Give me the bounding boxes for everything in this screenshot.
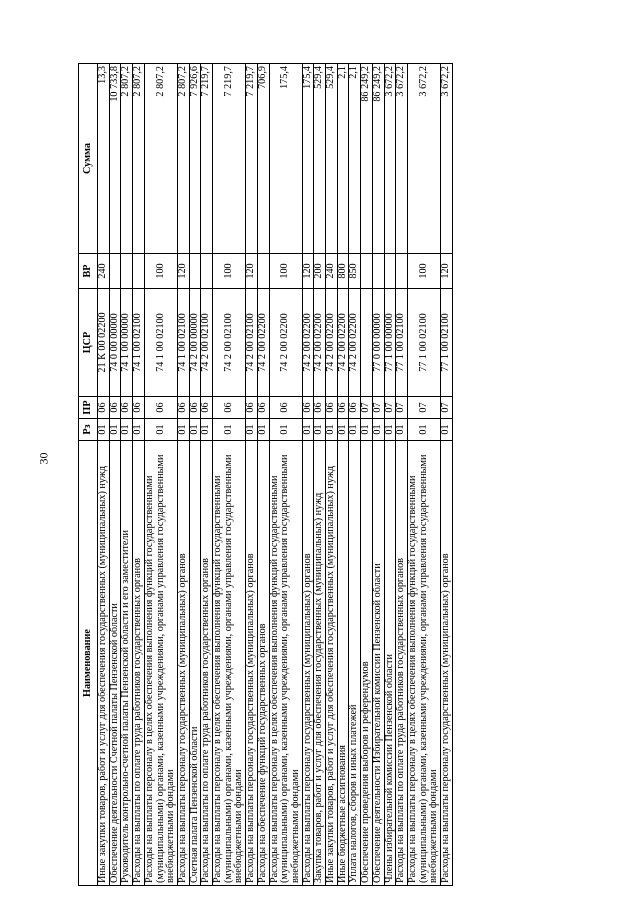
cell-csr: 74 1 00 02100	[177, 289, 189, 397]
cell-name: Обеспечение деятельности Избирательной комиссии Пензенской области	[372, 441, 384, 886]
cell-pr: 06	[246, 397, 258, 419]
cell-rz: 01	[144, 419, 177, 441]
cell-rz: 01	[396, 419, 408, 441]
table-row	[302, 64, 314, 886]
cell-rz: 01	[189, 419, 201, 441]
cell-csr	[361, 289, 373, 397]
cell-pr: 07	[441, 397, 453, 419]
cell-csr: 74 2 00 02200	[326, 289, 338, 397]
cell-csr: 74 2 00 02100	[246, 289, 258, 397]
cell-vr	[372, 254, 384, 289]
cell-csr: 74 2 00 00000	[189, 289, 201, 397]
cell-rz: 01	[201, 419, 213, 441]
cell-rz: 01	[269, 419, 302, 441]
cell-vr: 200	[314, 254, 326, 289]
cell-sum: 529,4	[314, 64, 326, 254]
table-row	[396, 64, 408, 886]
cell-name: Расходы на выплаты по оплате труда работников государственных органов	[396, 441, 408, 886]
table-row	[177, 64, 189, 886]
cell-vr	[396, 254, 408, 289]
rotated-sheet	[78, 64, 586, 886]
cell-name: Расходы на выплаты персоналу в целях обеспечения выполнения функций государственными (муниципальными) органами, казенными учреждениями, органами управления государственными внебюджетными фондами	[144, 441, 177, 886]
cell-pr: 07	[384, 397, 396, 419]
cell-pr: 06	[133, 397, 145, 419]
table-row	[326, 64, 338, 886]
table-row	[407, 64, 440, 886]
cell-rz: 01	[133, 419, 145, 441]
cell-csr: 77 1 00 00000	[384, 289, 396, 397]
table-row	[257, 64, 269, 886]
cell-rz: 01	[372, 419, 384, 441]
cell-csr: 74 2 00 02200	[349, 289, 361, 397]
header-pr: ПР	[79, 397, 98, 419]
cell-vr	[189, 254, 201, 289]
cell-pr: 07	[396, 397, 408, 419]
table-row	[201, 64, 213, 886]
table-row	[133, 64, 145, 886]
cell-sum: 2 807,2	[144, 64, 177, 254]
cell-sum: 86 249,2	[361, 64, 373, 254]
cell-rz: 01	[257, 419, 269, 441]
cell-name: Обеспечение проведения выборов и референдумов	[361, 441, 373, 886]
cell-vr	[109, 254, 121, 289]
header-csr: ЦСР	[79, 289, 98, 397]
cell-pr: 06	[257, 397, 269, 419]
cell-csr: 74 2 00 02200	[337, 289, 349, 397]
cell-pr: 06	[201, 397, 213, 419]
cell-rz: 01	[109, 419, 121, 441]
header-sum: Сумма	[79, 64, 98, 254]
table-row	[269, 64, 302, 886]
cell-csr: 74 2 00 02100	[213, 289, 246, 397]
cell-csr: 77 1 00 02100	[441, 289, 453, 397]
cell-name: Расходы на выплаты персоналу государственных (муниципальных) органов	[441, 441, 453, 886]
table-row	[213, 64, 246, 886]
cell-name: Расходы на выплаты по оплате труда работников государственных органов	[133, 441, 145, 886]
table-row	[314, 64, 326, 886]
cell-csr: 77 1 00 02100	[396, 289, 408, 397]
cell-name: Закупка товаров, работ и услуг для обеспечения государственных (муниципальных) нужд	[314, 441, 326, 886]
cell-vr	[361, 254, 373, 289]
cell-vr: 800	[337, 254, 349, 289]
cell-name: Расходы на выплаты персоналу в целях обеспечения выполнения функций государственными (муниципальными) органами, казенными учреждениями, органами управления государственными внебюджетными фондами	[213, 441, 246, 886]
cell-sum: 7 219,7	[246, 64, 258, 254]
cell-rz: 01	[302, 419, 314, 441]
cell-sum: 7 219,7	[201, 64, 213, 254]
cell-name: Члены избирательной комиссии Пензенской области	[384, 441, 396, 886]
cell-sum: 175,4	[269, 64, 302, 254]
cell-vr	[133, 254, 145, 289]
cell-sum: 7 219,7	[213, 64, 246, 254]
cell-csr: 21 К 00 02200	[98, 289, 110, 397]
table-row	[189, 64, 201, 886]
cell-sum: 2 807,2	[121, 64, 133, 254]
cell-name: Расходы на выплаты по оплате труда работников государственных органов	[201, 441, 213, 886]
cell-name: Расходы на выплаты персоналу государственных (муниципальных) органов	[302, 441, 314, 886]
cell-csr: 74 0 00 00000	[109, 289, 121, 397]
cell-vr: 100	[269, 254, 302, 289]
cell-csr: 74 2 00 02200	[269, 289, 302, 397]
cell-csr: 74 2 00 02200	[302, 289, 314, 397]
cell-pr: 06	[337, 397, 349, 419]
cell-vr	[201, 254, 213, 289]
cell-rz: 01	[98, 419, 110, 441]
cell-csr: 74 2 00 02200	[257, 289, 269, 397]
cell-rz: 01	[384, 419, 396, 441]
cell-pr: 06	[349, 397, 361, 419]
cell-name: Иные закупки товаров, работ и услуг для обеспечения государственных (муниципальных) нужд	[98, 441, 110, 886]
table-row	[372, 64, 384, 886]
header-vr: ВР	[79, 254, 98, 289]
cell-sum: 3 672,2	[384, 64, 396, 254]
cell-pr: 06	[121, 397, 133, 419]
cell-sum: 3 672,2	[396, 64, 408, 254]
cell-vr: 100	[144, 254, 177, 289]
table-row	[121, 64, 133, 886]
cell-name: Расходы на обеспечение функций государственных органов	[257, 441, 269, 886]
header-rz: Рз	[79, 419, 98, 441]
cell-sum: 7 926,6	[189, 64, 201, 254]
cell-name: Руководитель контрольно-счетной палаты Пензенской области и его заместители	[121, 441, 133, 886]
header-name: Наименование	[79, 441, 98, 886]
cell-csr: 74 1 00 00000	[121, 289, 133, 397]
cell-csr: 74 1 00 02100	[133, 289, 145, 397]
cell-sum: 706,9	[257, 64, 269, 254]
table-row	[98, 64, 110, 886]
table-row	[144, 64, 177, 886]
cell-vr: 120	[177, 254, 189, 289]
cell-name: Иные закупки товаров, работ и услуг для обеспечения государственных (муниципальных) нужд	[326, 441, 338, 886]
table-row	[109, 64, 121, 886]
cell-vr: 240	[98, 254, 110, 289]
cell-vr: 120	[441, 254, 453, 289]
cell-csr: 74 2 00 02200	[314, 289, 326, 397]
cell-vr: 240	[326, 254, 338, 289]
cell-pr: 07	[407, 397, 440, 419]
cell-pr: 06	[109, 397, 121, 419]
cell-name: Расходы на выплаты персоналу государственных (муниципальных) органов	[177, 441, 189, 886]
cell-name: Расходы на выплаты персоналу в целях обеспечения выполнения функций государственными (муниципальными) органами, казенными учреждениями, органами управления государственными внебюджетными фондами	[269, 441, 302, 886]
cell-vr: 850	[349, 254, 361, 289]
cell-rz: 01	[407, 419, 440, 441]
cell-pr: 06	[326, 397, 338, 419]
cell-rz: 01	[326, 419, 338, 441]
cell-pr: 06	[302, 397, 314, 419]
cell-csr: 77 1 00 02100	[407, 289, 440, 397]
cell-csr: 77 0 00 00000	[372, 289, 384, 397]
cell-pr: 06	[269, 397, 302, 419]
cell-sum: 3 672,2	[441, 64, 453, 254]
cell-vr: 100	[407, 254, 440, 289]
cell-name: Расходы на выплаты персоналу государственных (муниципальных) органов	[246, 441, 258, 886]
cell-pr: 06	[213, 397, 246, 419]
cell-csr: 74 2 00 02100	[201, 289, 213, 397]
table-row	[337, 64, 349, 886]
cell-pr: 06	[314, 397, 326, 419]
cell-vr: 100	[213, 254, 246, 289]
cell-vr	[384, 254, 396, 289]
table-body	[98, 64, 453, 886]
cell-sum: 2 807,2	[133, 64, 145, 254]
table-row	[361, 64, 373, 886]
cell-sum: 2,1	[337, 64, 349, 254]
cell-name: Счетная палата Пензенской области	[189, 441, 201, 886]
cell-name: Уплата налогов, сборов и иных платежей	[349, 441, 361, 886]
cell-sum: 175,4	[302, 64, 314, 254]
cell-pr: 06	[189, 397, 201, 419]
cell-rz: 01	[177, 419, 189, 441]
cell-pr: 06	[177, 397, 189, 419]
cell-sum: 10 733,8	[109, 64, 121, 254]
cell-rz: 01	[213, 419, 246, 441]
cell-csr: 74 1 00 02100	[144, 289, 177, 397]
budget-table	[78, 63, 453, 886]
table-row	[246, 64, 258, 886]
cell-vr: 120	[246, 254, 258, 289]
cell-pr: 07	[361, 397, 373, 419]
cell-sum: 86 249,2	[372, 64, 384, 254]
page-number: 30	[36, 452, 51, 465]
cell-pr: 07	[372, 397, 384, 419]
cell-pr: 06	[144, 397, 177, 419]
cell-vr	[257, 254, 269, 289]
cell-rz: 01	[314, 419, 326, 441]
cell-sum: 2,1	[349, 64, 361, 254]
table-row	[384, 64, 396, 886]
cell-rz: 01	[246, 419, 258, 441]
cell-name: Расходы на выплаты персоналу в целях обеспечения выполнения функций государственными (муниципальными) органами, казенными учреждениями, органами управления государственными внебюджетными фондами	[407, 441, 440, 886]
cell-sum: 529,4	[326, 64, 338, 254]
cell-rz: 01	[361, 419, 373, 441]
table-row	[441, 64, 453, 886]
cell-vr: 120	[302, 254, 314, 289]
cell-name: Обеспечение деятельности Счетной палаты Пензенской области	[109, 441, 121, 886]
cell-vr	[121, 254, 133, 289]
cell-name: Иные бюджетные ассигнования	[337, 441, 349, 886]
table-header-row	[79, 64, 98, 886]
cell-sum: 2 807,2	[177, 64, 189, 254]
cell-rz: 01	[337, 419, 349, 441]
cell-rz: 01	[349, 419, 361, 441]
cell-sum: 13,3	[98, 64, 110, 254]
cell-pr: 06	[98, 397, 110, 419]
cell-rz: 01	[441, 419, 453, 441]
cell-rz: 01	[121, 419, 133, 441]
cell-sum: 3 672,2	[407, 64, 440, 254]
table-row	[349, 64, 361, 886]
